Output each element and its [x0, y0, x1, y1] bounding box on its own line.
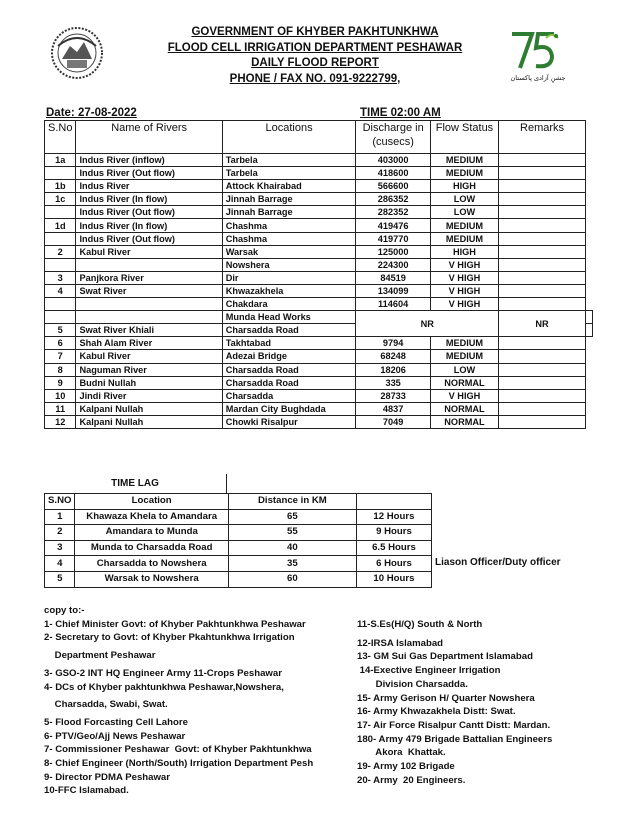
time-lag-row — [45, 509, 432, 525]
copy-to-recipient: 17- Air Force Risalpur Cantt Distt: Mardan. — [357, 719, 551, 731]
row-remarks — [499, 232, 586, 245]
row-flow-status: NORMAL — [430, 415, 498, 428]
copy-to-recipient: 1- Chief Minister Govt: of Khyber Pakhtunkhwa Peshawar — [44, 618, 306, 630]
row-location: Mardan City Bughdada — [222, 402, 356, 415]
rivers-table — [44, 120, 593, 429]
row-discharge: 84519 — [356, 271, 430, 284]
copy-to-recipient: 5- Flood Forcasting Cell Lahore — [44, 716, 188, 728]
lag-distance: 65 — [228, 509, 356, 525]
row-sno: 2 — [45, 245, 76, 258]
copy-to-recipient: 10-FFC Islamabad. — [44, 785, 129, 797]
row-river-name: Swat River Khiali — [76, 324, 222, 337]
copy-to-recipient: 7- Commissioner Peshawar Govt: of Khyber Pakhtunkhwa — [44, 744, 312, 756]
row-river-name: Indus River (Out flow) — [76, 232, 222, 245]
row-location: Jinnah Barrage — [222, 206, 356, 219]
row-discharge: 4837 — [356, 402, 430, 415]
header-flow-status: Flow Status — [430, 121, 498, 154]
time-lag-header-cell — [356, 494, 431, 510]
row-remarks — [499, 363, 586, 376]
row-river-name: Kalpani Nullah — [76, 402, 222, 415]
header-line-3: DAILY FLOOD REPORT — [251, 57, 379, 69]
river-row — [45, 350, 593, 363]
row-discharge: 68248 — [356, 350, 430, 363]
row-remarks — [499, 154, 586, 167]
row-discharge: 28733 — [356, 389, 430, 402]
row-discharge: 418600 — [356, 167, 430, 180]
row-river-name: Indus River (Out flow) — [76, 167, 222, 180]
row-sno: 3 — [45, 271, 76, 284]
row-remarks — [586, 311, 593, 324]
copy-to-recipient: 16- Army Khwazakhela Distt: Swat. — [357, 706, 516, 718]
lag-location: Khawaza Khela to Amandara — [75, 509, 228, 525]
row-sno: 10 — [45, 389, 76, 402]
row-discharge: 9794 — [356, 337, 430, 350]
time-lag-header-cell: Location — [75, 494, 228, 510]
river-row — [45, 219, 593, 232]
row-river-name: Kabul River — [76, 245, 222, 258]
row-river-name: Kalpani Nullah — [76, 415, 222, 428]
river-row — [45, 245, 593, 258]
row-flow-status: V HIGH — [430, 258, 498, 271]
river-row — [45, 154, 593, 167]
row-flow-status: NORMAL — [430, 402, 498, 415]
time-lag-header-cell: Distance in KM — [228, 494, 356, 510]
row-river-name — [76, 311, 222, 324]
lag-location: Munda to Charsadda Road — [75, 540, 228, 556]
row-flow-status: MEDIUM — [430, 154, 498, 167]
copy-to-recipient: 20- Army 20 Engineers. — [357, 774, 466, 786]
row-remarks — [499, 206, 586, 219]
lag-hours: 6 Hours — [356, 556, 431, 572]
lag-location: Warsak to Nowshera — [75, 571, 228, 587]
liaison-officer-label: Liason Officer/Duty officer — [435, 557, 561, 568]
lag-sno: 5 — [45, 571, 75, 587]
row-river-name: Naguman River — [76, 363, 222, 376]
rivers-table-header — [45, 121, 593, 154]
lag-sno: 3 — [45, 540, 75, 556]
row-discharge: 224300 — [356, 258, 430, 271]
row-flow-status: HIGH — [430, 180, 498, 193]
copy-to-recipient: Department Peshawar — [44, 650, 156, 662]
row-discharge: 282352 — [356, 206, 430, 219]
river-row — [45, 284, 593, 297]
pakistan-75-logo — [506, 30, 568, 90]
row-nr-note: NR — [499, 311, 586, 337]
row-flow-status: LOW — [430, 363, 498, 376]
row-location: Takhtabad — [222, 337, 356, 350]
row-sno: 9 — [45, 376, 76, 389]
row-flow-status: MEDIUM — [430, 219, 498, 232]
river-row — [45, 363, 593, 376]
time-lag-divider — [226, 474, 227, 493]
copy-to-left — [44, 604, 313, 798]
header-sno: S.No — [45, 121, 76, 154]
row-river-name — [76, 258, 222, 271]
report-date: Date: 27-08-2022 — [46, 107, 137, 119]
time-lag-title: TIME LAG — [111, 478, 159, 489]
time-lag-header-cell: S.NO — [45, 494, 75, 510]
row-river-name: Jindi River — [76, 389, 222, 402]
row-sno — [45, 298, 76, 311]
river-row — [45, 232, 593, 245]
row-remarks — [499, 389, 586, 402]
row-remarks — [499, 193, 586, 206]
copy-to-recipient: 11-S.Es(H/Q) South & North — [357, 619, 483, 630]
lag-sno: 1 — [45, 509, 75, 525]
header-line-4: PHONE / FAX NO. 091-9222799, — [229, 72, 401, 85]
row-river-name: Indus River (inflow) — [76, 154, 222, 167]
row-river-name: Swat River — [76, 284, 222, 297]
row-river-name: Budni Nullah — [76, 376, 222, 389]
row-sno: 7 — [45, 350, 76, 363]
row-remarks — [586, 324, 593, 337]
row-location: Chakdara — [222, 298, 356, 311]
row-discharge: 403000 — [356, 154, 430, 167]
river-row — [45, 337, 593, 350]
lag-sno: 2 — [45, 525, 75, 541]
river-row — [45, 206, 593, 219]
header-location: Locations — [222, 121, 356, 154]
row-discharge: 134099 — [356, 284, 430, 297]
row-flow-status: HIGH — [430, 245, 498, 258]
row-remarks — [499, 350, 586, 363]
row-remarks — [499, 180, 586, 193]
river-row — [45, 193, 593, 206]
copy-to-recipient: 2- Secretary to Govt: of Khyber Pkahtunkhwa Irrigation — [44, 632, 295, 644]
header-line-1: GOVERNMENT OF KHYBER PAKHTUNKHWA — [191, 26, 439, 38]
row-location: Warsak — [222, 245, 356, 258]
row-sno: 1a — [45, 154, 76, 167]
row-location: Adezai Bridge — [222, 350, 356, 363]
row-remarks — [499, 298, 586, 311]
row-sno — [45, 167, 76, 180]
row-sno: 12 — [45, 415, 76, 428]
copy-to-recipient: 19- Army 102 Brigade — [357, 761, 455, 773]
lag-hours: 12 Hours — [356, 509, 431, 525]
row-location: Charsadda Road — [222, 363, 356, 376]
row-river-name: Kabul River — [76, 350, 222, 363]
river-row — [45, 180, 593, 193]
copy-to-recipient: 180- Army 479 Brigade Battalian Engineers — [357, 733, 553, 745]
row-location: Khwazakhela — [222, 284, 356, 297]
time-lag-row — [45, 556, 432, 572]
row-remarks — [499, 258, 586, 271]
row-river-name: Panjkora River — [76, 271, 222, 284]
copy-to-recipient: 13- GM Sui Gas Department Islamabad — [357, 651, 533, 663]
row-remarks — [499, 415, 586, 428]
report-header — [150, 25, 480, 87]
time-lag-table — [44, 493, 432, 588]
copy-to-label: copy to:- — [44, 605, 85, 616]
row-location: Jinnah Barrage — [222, 193, 356, 206]
lag-distance: 60 — [228, 571, 356, 587]
row-flow-status: V HIGH — [430, 271, 498, 284]
copy-to-recipient: 8- Chief Engineer (North/South) Irrigation Department Pesh — [44, 758, 314, 770]
lag-hours: 10 Hours — [356, 571, 431, 587]
report-time: TIME 02:00 AM — [360, 107, 441, 119]
river-row — [45, 376, 593, 389]
lag-distance: 40 — [228, 540, 356, 556]
row-discharge: 114604 — [356, 298, 430, 311]
row-river-name: Indus River (In flow) — [76, 219, 222, 232]
river-row — [45, 298, 593, 311]
copy-to-recipient: Division Charsadda. — [357, 678, 468, 690]
copy-to-recipient: Akora Khattak. — [357, 747, 446, 759]
row-flow-status: LOW — [430, 193, 498, 206]
time-lag-row — [45, 525, 432, 541]
row-location: Nowshera — [222, 258, 356, 271]
copy-to-right — [357, 618, 552, 787]
lag-hours: 9 Hours — [356, 525, 431, 541]
river-row — [45, 167, 593, 180]
row-remarks — [499, 376, 586, 389]
lag-location: Charsadda to Nowshera — [75, 556, 228, 572]
row-flow-status: NORMAL — [430, 376, 498, 389]
row-river-name: Indus River — [76, 180, 222, 193]
time-lag-row — [45, 571, 432, 587]
copy-to-recipient: 3- GSO-2 INT HQ Engineer Army 11-Crops Peshawar — [44, 667, 282, 679]
lag-distance: 55 — [228, 525, 356, 541]
row-location: Charsadda — [222, 389, 356, 402]
row-sno — [45, 232, 76, 245]
copy-to-recipient: 14-Exective Engineer Irrigation — [357, 665, 501, 677]
row-location: Tarbela — [222, 154, 356, 167]
copy-to-recipient: 15- Army Gerison H/ Quarter Nowshera — [357, 692, 535, 704]
river-row — [45, 258, 593, 271]
row-sno: 11 — [45, 402, 76, 415]
row-nr-note: NR — [356, 311, 499, 337]
row-remarks — [499, 402, 586, 415]
row-location: Attock Khairabad — [222, 180, 356, 193]
row-remarks — [499, 167, 586, 180]
header-river-name: Name of Rivers — [76, 121, 222, 154]
row-flow-status: MEDIUM — [430, 350, 498, 363]
row-sno: 1c — [45, 193, 76, 206]
copy-to-recipient: 6- PTV/Geo/Ajj News Peshawar — [44, 730, 186, 742]
row-sno: 1b — [45, 180, 76, 193]
row-location: Chowki Risalpur — [222, 415, 356, 428]
row-discharge: 18206 — [356, 363, 430, 376]
river-row — [45, 389, 593, 402]
lag-distance: 35 — [228, 556, 356, 572]
river-row — [45, 415, 593, 428]
row-discharge: 7049 — [356, 415, 430, 428]
time-lag-row — [45, 540, 432, 556]
row-location: Munda Head Works — [222, 311, 356, 324]
row-remarks — [499, 284, 586, 297]
row-remarks — [499, 219, 586, 232]
row-discharge: 335 — [356, 376, 430, 389]
river-row — [45, 311, 593, 324]
header-line-2: FLOOD CELL IRRIGATION DEPARTMENT PESHAWAR — [167, 41, 463, 54]
row-sno: 1d — [45, 219, 76, 232]
row-flow-status: MEDIUM — [430, 232, 498, 245]
row-sno: 4 — [45, 284, 76, 297]
row-flow-status: V HIGH — [430, 389, 498, 402]
header-discharge: Discharge in (cusecs) — [356, 121, 430, 154]
row-flow-status: MEDIUM — [430, 337, 498, 350]
row-sno — [45, 258, 76, 271]
row-discharge: 125000 — [356, 245, 430, 258]
row-location: Tarbela — [222, 167, 356, 180]
row-river-name: Indus River (Out flow) — [76, 206, 222, 219]
lag-location: Amandara to Munda — [75, 525, 228, 541]
row-location: Chashma — [222, 219, 356, 232]
row-remarks — [499, 271, 586, 284]
row-location: Chashma — [222, 232, 356, 245]
row-sno: 6 — [45, 337, 76, 350]
row-discharge: 566600 — [356, 180, 430, 193]
row-flow-status: MEDIUM — [430, 167, 498, 180]
row-sno: 8 — [45, 363, 76, 376]
row-river-name: Indus River (In flow) — [76, 193, 222, 206]
row-remarks — [499, 245, 586, 258]
kp-emblem-logo — [50, 26, 104, 80]
row-sno: 5 — [45, 324, 76, 337]
row-location: Dir — [222, 271, 356, 284]
lag-hours: 6.5 Hours — [356, 540, 431, 556]
copy-to-recipient: Charsadda, Swabi, Swat. — [44, 699, 168, 711]
copy-to-recipient: 9- Director PDMA Peshawar — [44, 771, 171, 783]
header-remarks: Remarks — [499, 121, 586, 154]
row-sno — [45, 311, 76, 324]
row-location: Charsadda Road — [222, 324, 356, 337]
lag-sno: 4 — [45, 556, 75, 572]
river-row — [45, 402, 593, 415]
copy-to-recipient: 4- DCs of Khyber pakhtunkhwa Peshawar,Nowshera, — [44, 681, 284, 693]
logo-caption: جشنِ آزادی پاکستان — [510, 74, 566, 82]
time-lag-header — [45, 494, 432, 510]
river-row — [45, 271, 593, 284]
row-remarks — [499, 337, 586, 350]
copy-to-recipient: 12-IRSA Islamabad — [357, 637, 444, 649]
row-discharge: 419770 — [356, 232, 430, 245]
row-river-name: Shah Alam River — [76, 337, 222, 350]
row-river-name — [76, 298, 222, 311]
row-sno — [45, 206, 76, 219]
row-discharge: 286352 — [356, 193, 430, 206]
row-flow-status: LOW — [430, 206, 498, 219]
row-flow-status: V HIGH — [430, 284, 498, 297]
row-flow-status: V HIGH — [430, 298, 498, 311]
row-location: Charsadda Road — [222, 376, 356, 389]
row-discharge: 419476 — [356, 219, 430, 232]
